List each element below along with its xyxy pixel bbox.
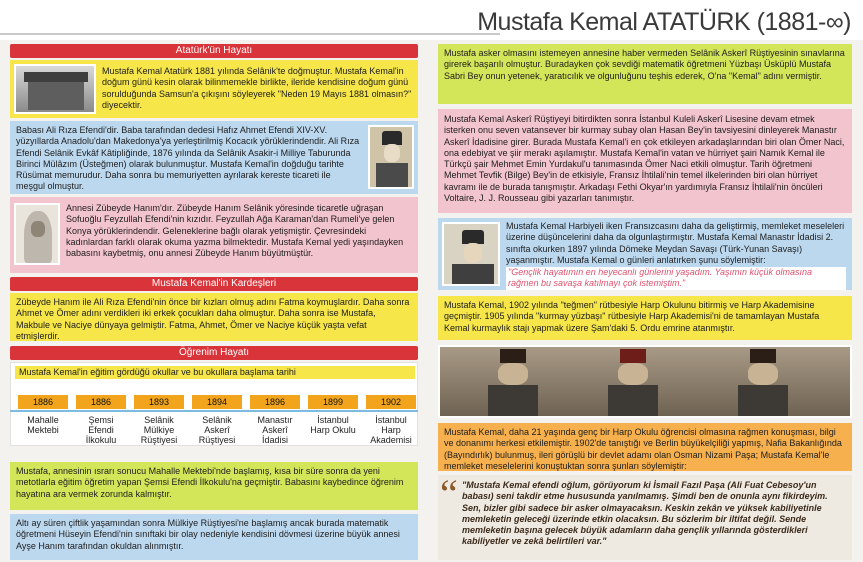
young-portrait-photo <box>368 125 414 189</box>
right-box-5 <box>438 423 852 471</box>
timeline-school: Şemsi Efendi İlkokulu <box>85 415 117 445</box>
timeline-year: 1886 <box>76 395 126 409</box>
school2-box <box>10 514 418 560</box>
timeline-year: 1896 <box>250 395 300 409</box>
timeline-year: 1899 <box>308 395 358 409</box>
timeline-school: Selânik Askerî Rüştiyesi <box>198 415 236 445</box>
timeline-year: 1886 <box>18 395 68 409</box>
harbiyeli-portrait-photo <box>442 222 500 286</box>
right-box-3 <box>438 218 852 290</box>
header-rule <box>0 33 500 35</box>
timeline-line <box>10 410 418 412</box>
mother-box <box>10 197 418 273</box>
r2-text: Mustafa Kemal Askerî Rüştiyeyi bitirdikten sonra İstanbul Kuleli Askerî Lisesine devam etmek isterken onu seven vatansever bir kurmay subay olan Hasan Bey'in tavsiyesini dinleyerek Manastır Askerî İdadisine girer. Burada Mustafa Kemal'i en çok etkileyen arkadaşlarından biri olan Ömer Naci, ona edebiyat ve şiir merakı aşılamıştır. Mustafa Kemal'in vatan ve hürriyet şairi Namık Kemal ile Türkçü şair Mehmet Emin Yurdakul'u tanımasında Ömer Naci etkili olmuştur. Tarih öğretmeni Mehmet Tevfik (Bilge) Bey'in de etkisiyle, Fransız İhtilali'nin temel ilkelerinden biri olan hürriyet kavramı ile de burada tanışmıştır. Arkadaşı Fethi Okyar'ın yardımıyla Fransız İhtilali'nin öncüleri Voltaire, J. J. Rousseau gibi yazarları tanımıştır. <box>444 114 845 203</box>
birth-house-photo <box>14 64 96 114</box>
timeline-school: Manastır Askerî İdadisi <box>257 415 293 445</box>
mother-text: Annesi Zübeyde Hanım'dır. Zübeyde Hanım Selânik yöresinde ticaretle uğraşan Sofuoğlu Feyzullah Efendi'nin kızıdır. Feyzullah Ağa Karaman'dan Rumeli'ye gelen Konya yörüklerindendir. Geleneklerine bağlı olarak yetişmiştir. Çevresindeki kadınlardan farklı olarak okuma yazma bilmektedir. Mustafa Kemal yedi yaşındayken babasını kaybetmiş, onu annesi Zübeyde Hanım büyütmüştür. <box>66 203 404 258</box>
timeline-school: İstanbul Harp Akademisi <box>370 415 412 445</box>
r1-text: Mustafa asker olmasını istemeyen annesine haber vermeden Selânik Askerî Rüştiyesinin sınavlarına girerek başarılı olmuştur. Buradayken çok sevdiği matematik öğretmeni Yüzbaşı Üsküplü Mustafa Sabri Bey onun yetenek, yaratıcılık ve olgunluğunu teşhis ederek, O'na "Kemal" adını vermiştir. <box>444 48 845 81</box>
page-title: Mustafa Kemal ATATÜRK (1881-∞) <box>477 8 851 36</box>
right-box-1 <box>438 44 852 104</box>
school1-box <box>10 462 418 510</box>
section-title-ogrenim: Öğrenim Hayatı <box>10 346 418 360</box>
father-box <box>10 121 418 194</box>
timeline-school: İstanbul Harp Okulu <box>310 415 356 435</box>
school2-text: Altı ay süren çiftlik yaşamından sonra Mülkiye Rüştiyesi'ne başlamış ancak burada matematik öğretmeni Hüseyin Efendi'nin sınıftaki bir olay nedeniyle kendisini dövmesi üzerine büyük annesi Ayşe Hanım tarafından okuldan alınmıştır. <box>16 518 400 551</box>
section-title-kardesleri: Mustafa Kemal'in Kardeşleri <box>10 277 418 291</box>
right-box-2 <box>438 109 852 213</box>
siblings-text: Zübeyde Hanım ile Ali Rıza Efendi'nin önce bir kızları olmuş adını Fatma koymuşlardır. Daha sonra Ahmet ve Ömer adını verdikleri iki erkek çocukları daha olmuştur. Daha sonra ise Mustafa, Makbule ve Naciye dünyaya gelmiştir. Fatma, Ahmet, Ömer ve Naciye küçük yaşta vefat etmişlerdir. <box>16 297 410 341</box>
zubeyde-portrait-photo <box>14 203 60 265</box>
timeline-school: Selânik Mülkiye Rüştiyesi <box>140 415 178 445</box>
r3-text: Mustafa Kemal Harbiyeli iken Fransızcasını daha da geliştirmiş, memleket meseleleri üzerine düşüncelerini daha da olgunlaştırmıştır. Mustafa Kemal Manastır İdadisi 2. sınıfta okurken 1897 yılında Dömeke Meydan Savaşı (Türk-Yunan Savaşı) yaşanmıştır. Mustafa Kemal o günleri anlatırken şunu söylemiştir: <box>506 221 845 265</box>
cadets-group-photo <box>438 345 852 418</box>
school1-text: Mustafa, annesinin ısrarı sonucu Mahalle Mektebi'nde başlamış, kısa bir süre sonra da yeni metotlarla eğitim öğretim yapan Şemsi Efendi İlkokulu'na geçmiştir. Babasını kaybedince öğrenim hayatına ara vermek zorunda kalmıştır. <box>16 466 404 499</box>
r4-text: Mustafa Kemal, 1902 yılında "teğmen" rütbesiyle Harp Okulunu bitirmiş ve Harp Akademisine geçmiştir. 1905 yılında "kurmay yüzbaşı" rütbesiyle Harp Akademisi'ni de tamamlayan Mustafa Kemal kurmaylık stajı yapmak üzere Şam'daki 5. Ordu emrine atanmıştır. <box>444 300 820 333</box>
birth-box <box>10 60 418 118</box>
page-header <box>0 0 863 40</box>
timeline-year: 1902 <box>366 395 416 409</box>
timeline-year: 1893 <box>134 395 184 409</box>
timeline-year: 1894 <box>192 395 242 409</box>
father-text: Babası Ali Rıza Efendi'dir. Baba tarafından dedesi Hafız Ahmet Efendi XIV-XV. yüzyıllarda Anadolu'dan Makedonya'ya yerleştirilmiş Kocacık yörüklerindendir. Ali Rıza Efendi Selânik Evkâf Kâtipliğinde, 1876 yılında da Selânik Asakir-i Milliye Taburunda Birinci Mülâzım (Üsteğmen) olarak bulunmuştur. Mustafa Kemal'in doğduğu tarihte Rüsümat memurudur. Daha sonra bu memuriyetten ayrılarak kereste ticareti ile meşgul olmuştur. <box>16 125 360 192</box>
r5-text: Mustafa Kemal, daha 21 yaşında genç bir Harp Okulu öğrencisi olmasına rağmen konuşması, bilgi ve donanımı herkesi etkilemiştir. 1902'de tanıştığı ve Berlin büyükelçiliği yapmış, Nafia Bakanlığında (Bayındırlık) bulunmuş, ileri görüşlü bir devlet adamı olan Osman Nizami Paşa; Mustafa Kemal'le memleket meselelerini konuştuktan sonra şunları söylemiştir: <box>444 427 842 471</box>
r5-quote: "Mustafa Kemal efendi oğlum, görüyorum ki İsmail Fazıl Paşa (Ali Fuat Cebesoy'un babası) seni takdir etme hususunda yanılmamış. Şimdi ben de onunla aynı fikirdeyim. Sen, bizler gibi sadece bir asker olmayacaksın. Keskin zekân ve yüksek kabiliyetinle memleketin geleceği üzerinde etkin olacaksın. Bu sözlerim bir iltifat değil. Sende memleketin başına gelecek büyük adamların daha gençlik yıllarında gösterdikleri kabiliyetler ve zekâ belirtileri var." <box>462 480 828 547</box>
section-title-hayati: Atatürk'ün Hayatı <box>10 44 418 58</box>
birth-text: Mustafa Kemal Atatürk 1881 yılında Selânik'te doğmuştur. Mustafa Kemal'in doğum günü kesin olarak bilinmemekle birlikte, ileride kendisine doğum günü sorulduğunda Samsun'a çıkışını söyleyerek "Neden 19 Mayıs 1881 olmasın?" diyecektir. <box>102 66 412 110</box>
timeline-school: Mahalle Mektebi <box>27 415 59 435</box>
right-box-4 <box>438 296 852 340</box>
open-quote-mark-icon: “ <box>440 475 458 516</box>
schools-intro: Mustafa Kemal'in eğitim gördüğü okullar ve bu okullara başlama tarihi <box>15 366 415 379</box>
r3-quote: "Gençlik hayatımın en heyecanlı günlerini yaşadım. Yaşımın küçük olmasına rağmen bu savaşa katılmayı çok istemiştim." <box>506 267 846 290</box>
siblings-box <box>10 293 418 341</box>
quote-box <box>438 475 852 560</box>
